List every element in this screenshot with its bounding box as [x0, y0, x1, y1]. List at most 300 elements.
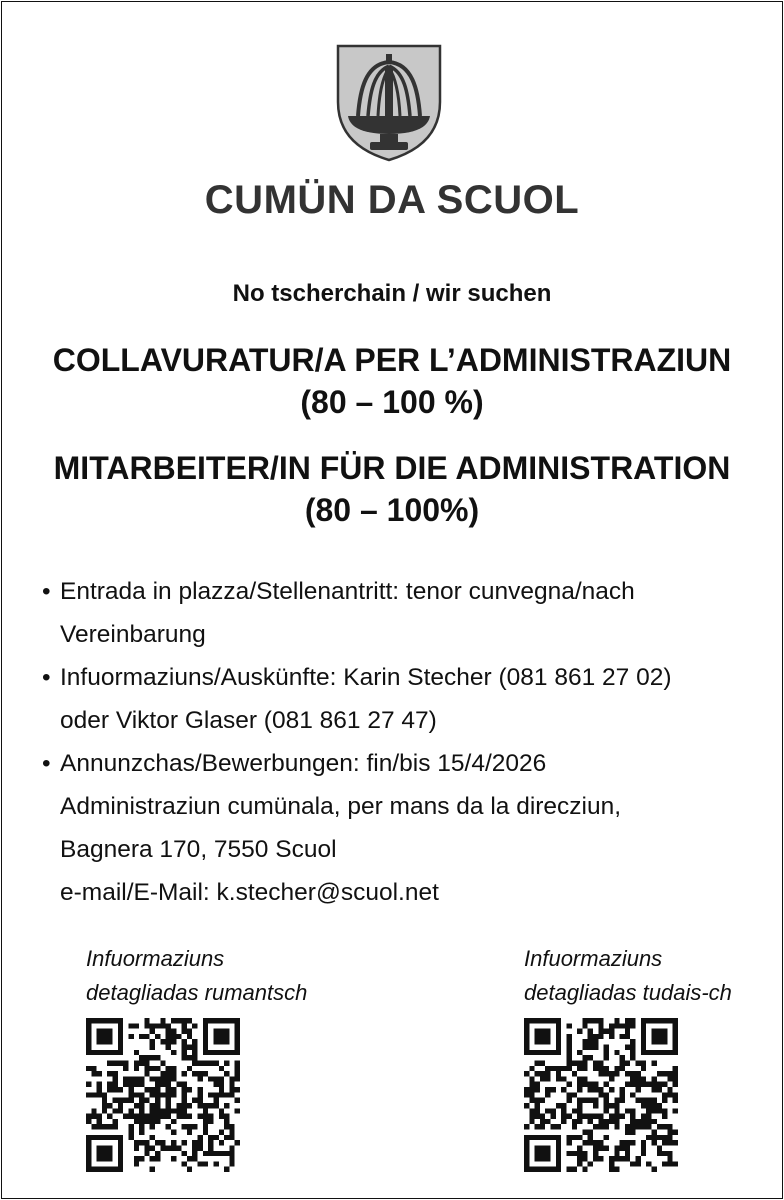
- qr-module: [572, 1060, 577, 1065]
- qr-module: [636, 1119, 641, 1124]
- qr-module: [566, 1023, 571, 1028]
- qr-module: [192, 1151, 197, 1156]
- qr-module: [160, 1071, 165, 1076]
- qr-module: [604, 1045, 609, 1050]
- qr-module: [166, 1087, 171, 1092]
- qr-module: [219, 1108, 224, 1113]
- qr-module: [219, 1082, 224, 1087]
- qr-module: [566, 1135, 571, 1140]
- qr-module: [577, 1119, 582, 1124]
- qr-module: [219, 1092, 224, 1097]
- qr-module: [144, 1034, 149, 1039]
- qr-module: [144, 1114, 149, 1119]
- qr-module: [139, 1108, 144, 1113]
- qr-module: [630, 1050, 635, 1055]
- qr-module: [625, 1082, 630, 1087]
- qr-module: [604, 1092, 609, 1097]
- qr-module: [630, 1114, 635, 1119]
- job-title-german: [2, 448, 782, 531]
- qr-module: [604, 1103, 609, 1108]
- qr-module: [166, 1076, 171, 1081]
- qr-module: [134, 1066, 139, 1071]
- application-deadline: Annunzchas/Bewerbungen: fin/bis 15/4/2026: [60, 750, 547, 777]
- qr-module: [588, 1130, 593, 1135]
- qr-module: [208, 1140, 213, 1145]
- qr-module: [139, 1034, 144, 1039]
- qr-module: [97, 1071, 102, 1076]
- qr-module: [123, 1082, 128, 1087]
- qr-module: [620, 1145, 625, 1150]
- qr-module: [566, 1098, 571, 1103]
- qr-module: [213, 1103, 218, 1108]
- qr-module: [598, 1018, 603, 1023]
- qr-module: [593, 1151, 598, 1156]
- qr-module: [577, 1114, 582, 1119]
- qr-module: [128, 1076, 133, 1081]
- qr-module: [540, 1060, 545, 1065]
- qr-module: [229, 1124, 234, 1129]
- qr-caption-german: [524, 942, 732, 1010]
- qr-module: [118, 1087, 123, 1092]
- qr-module: [118, 1108, 123, 1113]
- qr-module: [657, 1087, 662, 1092]
- qr-module: [625, 1045, 630, 1050]
- qr-module: [144, 1119, 149, 1124]
- qr-module: [134, 1050, 139, 1055]
- qr-module: [171, 1039, 176, 1044]
- qr-module: [128, 1124, 133, 1129]
- qr-module: [535, 1060, 540, 1065]
- qr-module: [657, 1082, 662, 1087]
- qr-module: [535, 1108, 540, 1113]
- job-title-german-line2: (80 – 100%): [304, 491, 480, 528]
- qr-module: [657, 1071, 662, 1076]
- qr-module: [229, 1151, 234, 1156]
- qr-module: [625, 1130, 630, 1135]
- qr-module: [646, 1098, 651, 1103]
- bullet: •: [42, 664, 51, 691]
- qr-module: [582, 1018, 587, 1023]
- qr-module: [187, 1018, 192, 1023]
- qr-code-romansh[interactable]: [86, 1018, 240, 1172]
- qr-module: [182, 1114, 187, 1119]
- qr-finder-pattern: [651, 1029, 667, 1045]
- job-advertisement: [1, 1, 783, 1199]
- qr-module: [213, 1092, 218, 1097]
- qr-module: [662, 1135, 667, 1140]
- qr-module: [134, 1161, 139, 1166]
- qr-module: [155, 1066, 160, 1071]
- qr-module: [86, 1092, 91, 1097]
- qr-module: [187, 1130, 192, 1135]
- qr-module: [155, 1108, 160, 1113]
- qr-module: [187, 1055, 192, 1060]
- qr-module: [641, 1151, 646, 1156]
- qr-module: [577, 1103, 582, 1108]
- qr-module: [192, 1071, 197, 1076]
- qr-module: [609, 1103, 614, 1108]
- qr-module: [171, 1071, 176, 1076]
- qr-module: [566, 1151, 571, 1156]
- qr-module: [604, 1108, 609, 1113]
- qr-module: [609, 1071, 614, 1076]
- qr-module: [187, 1029, 192, 1034]
- qr-module: [102, 1098, 107, 1103]
- qr-module: [166, 1039, 171, 1044]
- qr-module: [139, 1076, 144, 1081]
- qr-module: [182, 1103, 187, 1108]
- qr-module: [535, 1114, 540, 1119]
- qr-module: [625, 1140, 630, 1145]
- qr-module: [187, 1114, 192, 1119]
- qr-module: [630, 1161, 635, 1166]
- qr-module: [224, 1060, 229, 1065]
- qr-module: [566, 1060, 571, 1065]
- qr-module: [673, 1130, 678, 1135]
- qr-module: [609, 1161, 614, 1166]
- qr-module: [646, 1135, 651, 1140]
- qr-module: [213, 1151, 218, 1156]
- qr-module: [651, 1098, 656, 1103]
- qr-module: [224, 1114, 229, 1119]
- qr-module: [134, 1103, 139, 1108]
- qr-module: [535, 1103, 540, 1108]
- qr-module: [150, 1156, 155, 1161]
- qr-module: [636, 1076, 641, 1081]
- qr-module: [235, 1071, 240, 1076]
- qr-module: [144, 1066, 149, 1071]
- qr-module: [97, 1087, 102, 1092]
- qr-module: [535, 1071, 540, 1076]
- qr-module: [651, 1076, 656, 1081]
- qr-module: [203, 1130, 208, 1135]
- qr-module: [213, 1076, 218, 1081]
- qr-module: [609, 1114, 614, 1119]
- qr-module: [620, 1098, 625, 1103]
- qr-module: [91, 1124, 96, 1129]
- qr-module: [620, 1023, 625, 1028]
- qr-module: [646, 1103, 651, 1108]
- qr-module: [588, 1055, 593, 1060]
- qr-module: [198, 1071, 203, 1076]
- qr-module: [97, 1092, 102, 1097]
- qr-module: [144, 1098, 149, 1103]
- qr-module: [529, 1108, 534, 1113]
- qr-module: [662, 1092, 667, 1097]
- list-item-start-date: [42, 570, 762, 656]
- qr-module: [150, 1076, 155, 1081]
- qr-module: [208, 1103, 213, 1108]
- start-date-line2: Vereinbarung: [60, 621, 206, 648]
- qr-module: [540, 1076, 545, 1081]
- qr-module: [641, 1119, 646, 1124]
- application-email[interactable]: e-mail/E-Mail: k.stecher@scuol.net: [60, 879, 439, 906]
- qr-module: [150, 1124, 155, 1129]
- qr-module: [203, 1114, 208, 1119]
- qr-module: [529, 1114, 534, 1119]
- qr-module: [582, 1114, 587, 1119]
- qr-module: [182, 1018, 187, 1023]
- qr-module: [604, 1082, 609, 1087]
- qr-module: [182, 1161, 187, 1166]
- qr-module: [673, 1082, 678, 1087]
- qr-module: [171, 1018, 176, 1023]
- qr-module: [657, 1124, 662, 1129]
- qr-module: [150, 1145, 155, 1150]
- qr-module: [545, 1119, 550, 1124]
- qr-module: [187, 1087, 192, 1092]
- qr-module: [97, 1114, 102, 1119]
- list-item-application: [42, 742, 762, 914]
- qr-module: [630, 1124, 635, 1129]
- qr-module: [229, 1156, 234, 1161]
- qr-module: [636, 1124, 641, 1129]
- qr-module: [182, 1045, 187, 1050]
- qr-module: [91, 1108, 96, 1113]
- qr-module: [235, 1108, 240, 1113]
- qr-module: [673, 1066, 678, 1071]
- qr-module: [566, 1034, 571, 1039]
- qr-module: [588, 1034, 593, 1039]
- qr-module: [160, 1018, 165, 1023]
- qr-module: [598, 1140, 603, 1145]
- qr-module: [128, 1114, 133, 1119]
- qr-module: [540, 1119, 545, 1124]
- qr-module: [224, 1071, 229, 1076]
- qr-module: [171, 1029, 176, 1034]
- qr-module: [144, 1145, 149, 1150]
- qr-module: [535, 1098, 540, 1103]
- qr-module: [641, 1124, 646, 1129]
- qr-module: [118, 1060, 123, 1065]
- qr-module: [235, 1098, 240, 1103]
- qr-module: [630, 1108, 635, 1113]
- qr-module: [208, 1114, 213, 1119]
- qr-module: [646, 1082, 651, 1087]
- qr-module: [582, 1060, 587, 1065]
- qr-module: [166, 1145, 171, 1150]
- qr-module: [604, 1055, 609, 1060]
- qr-module: [620, 1140, 625, 1145]
- qr-module: [662, 1071, 667, 1076]
- qr-module: [235, 1060, 240, 1065]
- job-title-romansh: [2, 340, 782, 423]
- qr-module: [187, 1103, 192, 1108]
- qr-module: [625, 1029, 630, 1034]
- qr-module: [614, 1018, 619, 1023]
- qr-module: [636, 1087, 641, 1092]
- qr-module: [593, 1145, 598, 1150]
- qr-module: [160, 1092, 165, 1097]
- qr-module: [166, 1082, 171, 1087]
- qr-module: [667, 1076, 672, 1081]
- qr-module: [604, 1050, 609, 1055]
- qr-module: [139, 1055, 144, 1060]
- qr-module: [577, 1108, 582, 1113]
- qr-module: [150, 1114, 155, 1119]
- qr-module: [139, 1119, 144, 1124]
- qr-module: [625, 1108, 630, 1113]
- municipality-name: CUMÜN DA SCUOL: [204, 178, 580, 222]
- qr-module: [651, 1119, 656, 1124]
- qr-module: [630, 1140, 635, 1145]
- qr-module: [182, 1029, 187, 1034]
- qr-module: [144, 1071, 149, 1076]
- qr-module: [171, 1108, 176, 1113]
- qr-module: [540, 1124, 545, 1129]
- qr-module: [134, 1023, 139, 1028]
- qr-module: [86, 1082, 91, 1087]
- qr-module: [577, 1151, 582, 1156]
- qr-module: [646, 1119, 651, 1124]
- qr-caption-romansh: [86, 942, 307, 1010]
- qr-module: [160, 1023, 165, 1028]
- qr-module: [203, 1161, 208, 1166]
- qr-module: [192, 1045, 197, 1050]
- qr-module: [171, 1130, 176, 1135]
- qr-module: [235, 1140, 240, 1145]
- qr-module: [577, 1098, 582, 1103]
- qr-module: [182, 1124, 187, 1129]
- qr-module: [566, 1055, 571, 1060]
- qr-module: [662, 1161, 667, 1166]
- qr-module: [182, 1098, 187, 1103]
- qr-module: [155, 1103, 160, 1108]
- qr-module: [219, 1087, 224, 1092]
- qr-module: [641, 1145, 646, 1150]
- qr-module: [171, 1076, 176, 1081]
- qr-module: [582, 1151, 587, 1156]
- qr-module: [91, 1114, 96, 1119]
- qr-module: [651, 1103, 656, 1108]
- qr-module: [651, 1060, 656, 1065]
- qr-module: [182, 1140, 187, 1145]
- qr-module: [171, 1087, 176, 1092]
- qr-module: [657, 1151, 662, 1156]
- qr-module: [128, 1135, 133, 1140]
- bullet: •: [42, 578, 51, 605]
- qr-module: [182, 1023, 187, 1028]
- qr-module: [673, 1092, 678, 1097]
- qr-module: [535, 1124, 540, 1129]
- qr-module: [192, 1156, 197, 1161]
- qr-module: [198, 1161, 203, 1166]
- qr-module: [545, 1108, 550, 1113]
- qr-module: [614, 1167, 619, 1172]
- qr-module: [144, 1023, 149, 1028]
- qr-module: [657, 1108, 662, 1113]
- qr-module: [150, 1045, 155, 1050]
- qr-module: [213, 1082, 218, 1087]
- qr-module: [213, 1098, 218, 1103]
- qr-module: [166, 1124, 171, 1129]
- qr-module: [118, 1098, 123, 1103]
- qr-module: [134, 1156, 139, 1161]
- qr-module: [139, 1098, 144, 1103]
- qr-module: [203, 1103, 208, 1108]
- qr-module: [219, 1140, 224, 1145]
- qr-module: [198, 1098, 203, 1103]
- qr-module: [86, 1119, 91, 1124]
- qr-module: [97, 1082, 102, 1087]
- qr-module: [662, 1082, 667, 1087]
- qr-module: [139, 1082, 144, 1087]
- qr-module: [166, 1034, 171, 1039]
- qr-module: [593, 1156, 598, 1161]
- qr-module: [577, 1145, 582, 1150]
- qr-finder-pattern: [97, 1029, 113, 1045]
- qr-module: [588, 1039, 593, 1044]
- qr-module: [128, 1092, 133, 1097]
- qr-module: [545, 1071, 550, 1076]
- info-contacts-line2: oder Viktor Glaser (081 861 27 47): [60, 707, 437, 734]
- qr-module: [224, 1092, 229, 1097]
- qr-module: [561, 1076, 566, 1081]
- qr-module: [166, 1029, 171, 1034]
- qr-module: [192, 1060, 197, 1065]
- qr-module: [561, 1114, 566, 1119]
- qr-module: [229, 1161, 234, 1166]
- qr-module: [577, 1050, 582, 1055]
- qr-module: [102, 1092, 107, 1097]
- qr-module: [667, 1071, 672, 1076]
- qr-module: [609, 1076, 614, 1081]
- qr-module: [176, 1034, 181, 1039]
- qr-module: [614, 1114, 619, 1119]
- qr-module: [636, 1156, 641, 1161]
- qr-module: [155, 1140, 160, 1145]
- qr-module: [651, 1140, 656, 1145]
- qr-module: [139, 1130, 144, 1135]
- qr-module: [224, 1124, 229, 1129]
- qr-module: [556, 1103, 561, 1108]
- qr-module: [582, 1076, 587, 1081]
- qr-module: [598, 1066, 603, 1071]
- qr-module: [198, 1140, 203, 1145]
- qr-module: [577, 1066, 582, 1071]
- qr-module: [535, 1082, 540, 1087]
- qr-finder-pattern: [535, 1145, 551, 1161]
- qr-module: [176, 1145, 181, 1150]
- qr-module: [588, 1045, 593, 1050]
- qr-module: [593, 1018, 598, 1023]
- bullet: •: [42, 750, 51, 777]
- qr-module: [614, 1098, 619, 1103]
- qr-module: [182, 1082, 187, 1087]
- qr-module: [107, 1087, 112, 1092]
- qr-code-german[interactable]: [524, 1018, 678, 1172]
- qr-module: [102, 1124, 107, 1129]
- qr-module: [572, 1108, 577, 1113]
- qr-caption-romansh-line1: Infuormaziuns: [86, 946, 225, 971]
- qr-module: [113, 1071, 118, 1076]
- qr-module: [166, 1045, 171, 1050]
- qr-module: [566, 1045, 571, 1050]
- qr-module: [123, 1060, 128, 1065]
- qr-module: [171, 1119, 176, 1124]
- qr-module: [545, 1066, 550, 1071]
- qr-module: [673, 1076, 678, 1081]
- qr-module: [598, 1114, 603, 1119]
- qr-module: [139, 1156, 144, 1161]
- qr-module: [198, 1114, 203, 1119]
- qr-module: [651, 1135, 656, 1140]
- qr-module: [604, 1098, 609, 1103]
- qr-module: [572, 1071, 577, 1076]
- qr-module: [572, 1167, 577, 1172]
- qr-module: [662, 1140, 667, 1145]
- qr-module: [551, 1114, 556, 1119]
